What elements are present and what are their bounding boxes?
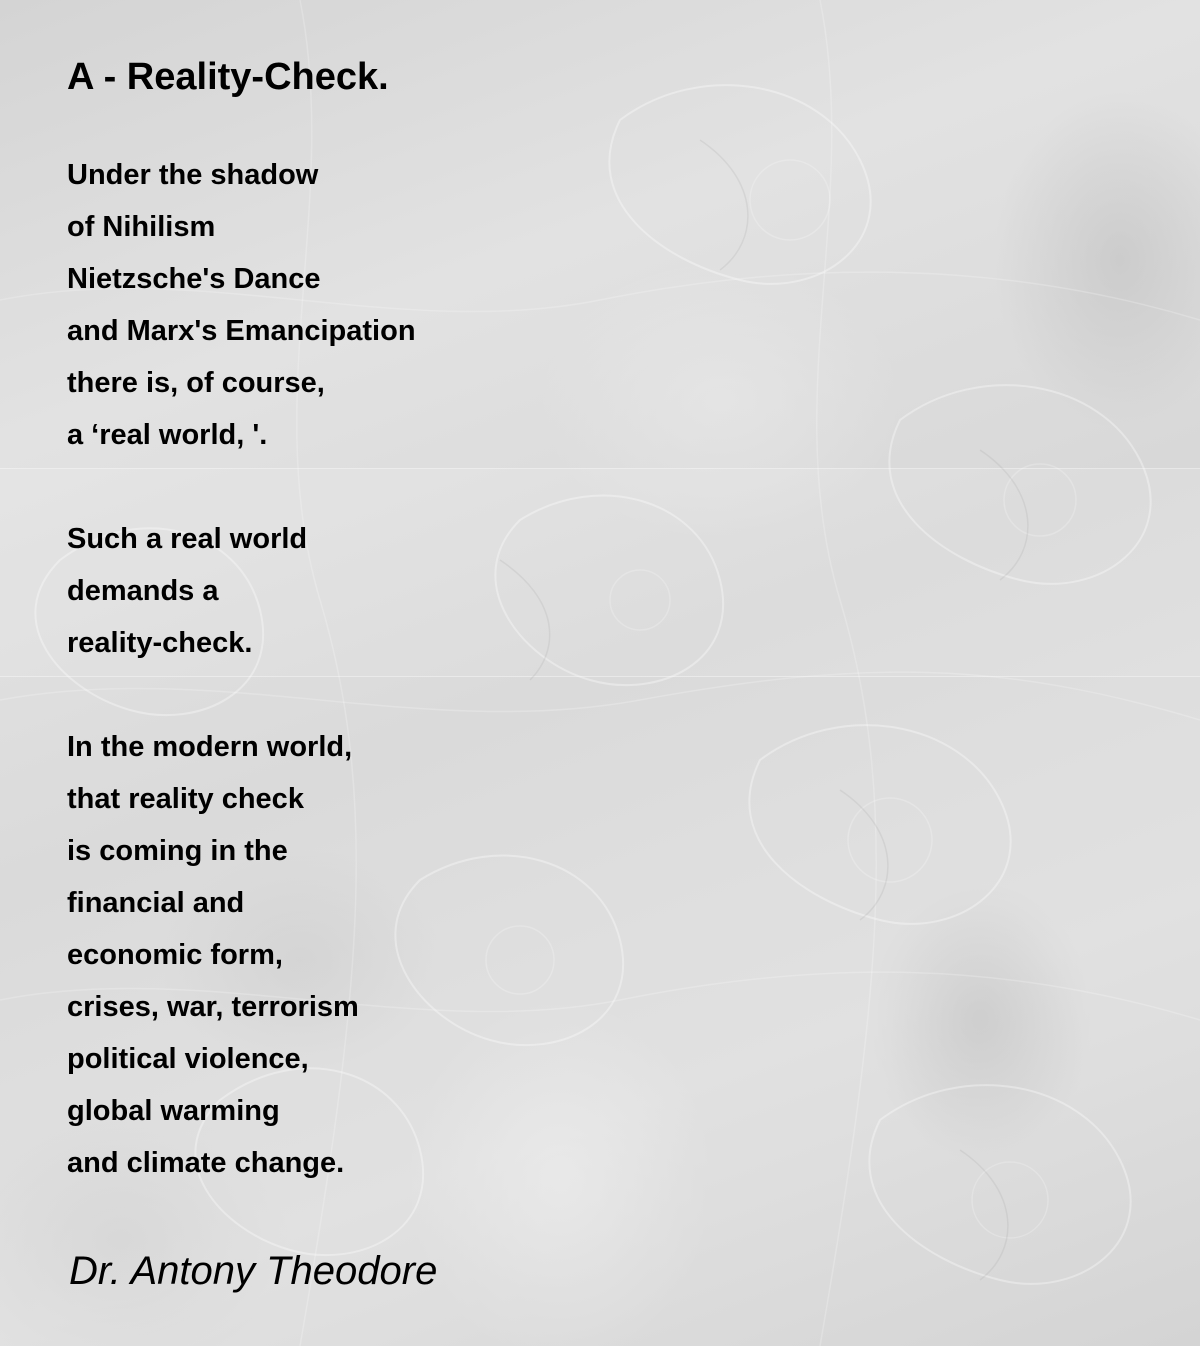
poem-line: Nietzsche's Dance <box>67 263 321 295</box>
poem-line: global warming <box>67 1095 280 1127</box>
poem-line: there is, of course, <box>67 367 325 399</box>
poem-line: a ‘real world, '. <box>67 419 268 451</box>
poem-line: demands a <box>67 575 219 607</box>
stanza-1 <box>67 149 416 461</box>
poem-line: economic form, <box>67 939 283 971</box>
poem-title: A - Reality-Check. <box>67 56 389 98</box>
poem-body <box>67 149 416 1241</box>
poem-line: reality-check. <box>67 627 253 659</box>
poem-line: political violence, <box>67 1043 309 1075</box>
stanza-2 <box>67 513 416 669</box>
poem-line: financial and <box>67 887 245 919</box>
poem-line: Such a real world <box>67 523 308 555</box>
poem-line: In the modern world, <box>67 731 353 763</box>
poem-line: crises, war, terrorism <box>67 991 359 1023</box>
poem-author: Dr. Antony Theodore <box>69 1249 438 1293</box>
poem-line: that reality check <box>67 783 304 815</box>
poem-line: and climate change. <box>67 1147 345 1179</box>
poem-line: of Nihilism <box>67 211 216 243</box>
poem-line: and Marx's Emancipation <box>67 315 416 347</box>
stanza-3 <box>67 721 416 1189</box>
poem-line: Under the shadow <box>67 159 319 191</box>
poem-line: is coming in the <box>67 835 288 867</box>
